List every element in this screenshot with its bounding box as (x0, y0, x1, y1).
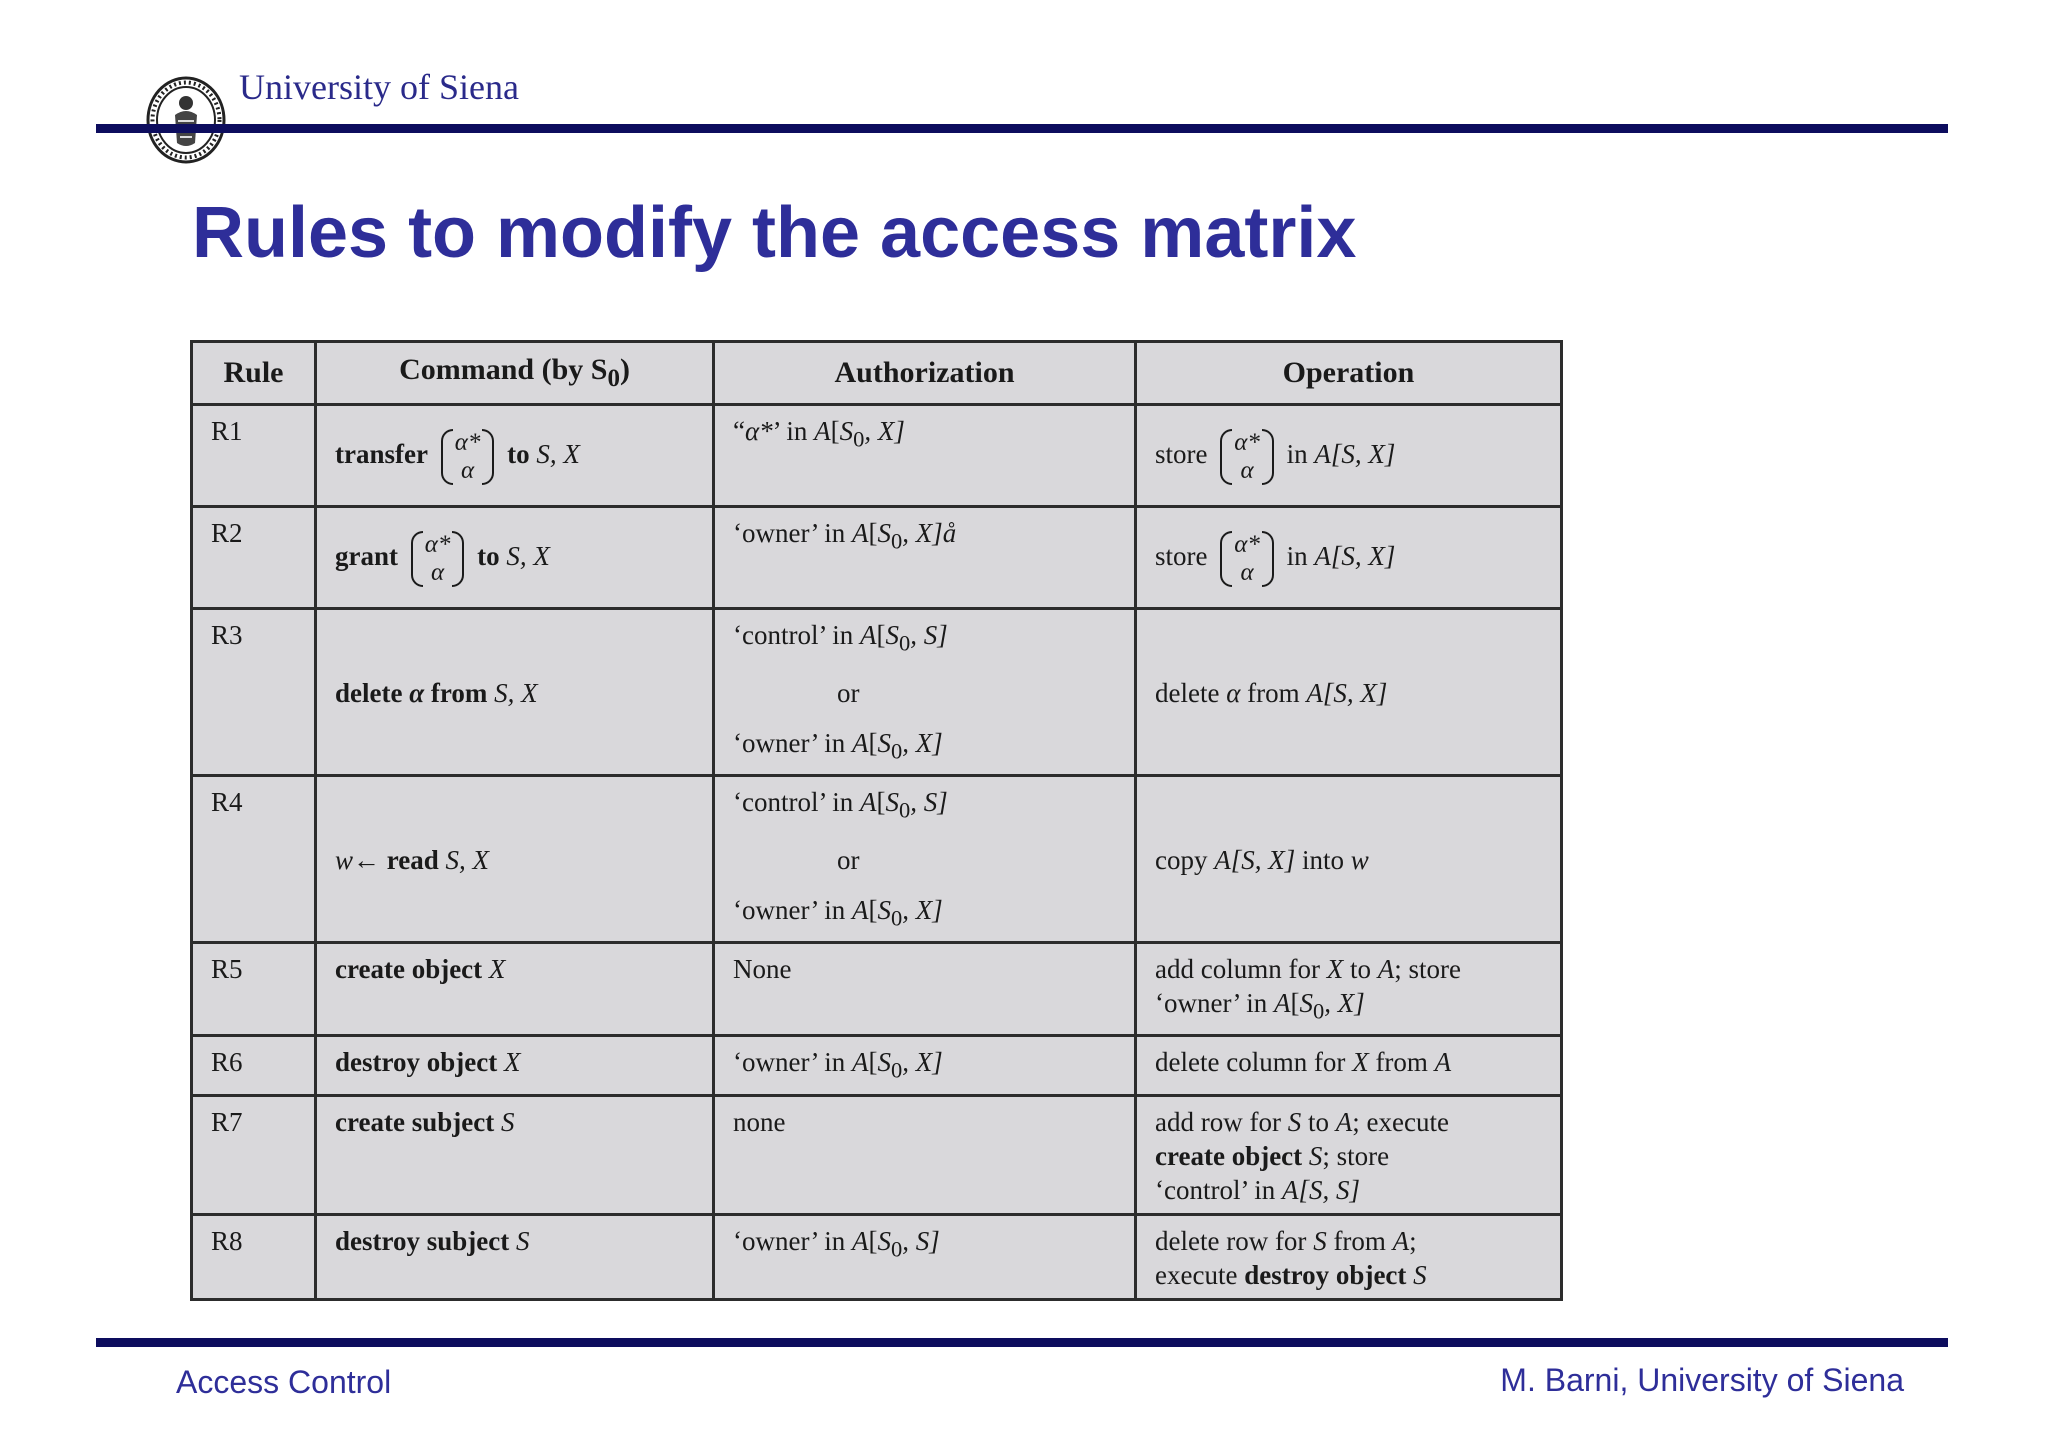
authorization-cell: ‘owner’ in $A[S_0$, X] (714, 1036, 1136, 1095)
operation-cell: add row for S to A; execute create object S; store ‘control’ in A[S, S] (1136, 1095, 1562, 1214)
command-cell: transfer α* α to S, X (316, 405, 714, 507)
header-authorization: Authorization (714, 342, 1136, 405)
university-name: University of Siena (239, 67, 519, 107)
header-operation: Operation (1136, 342, 1562, 405)
operation-cell: store α* α in A[S, X] (1136, 405, 1562, 507)
rule-cell: R7 (192, 1095, 316, 1214)
right-brace-choice: α* α (441, 429, 495, 485)
rule-cell: R4 (192, 776, 316, 943)
command-cell: w← read S, X (316, 776, 714, 943)
rule-cell: R8 (192, 1214, 316, 1299)
command-cell: delete α from S, X (316, 609, 714, 776)
command-cell: create subject S (316, 1095, 714, 1214)
footer-author: M. Barni, University of Siena (1500, 1362, 1904, 1398)
rule-cell: R1 (192, 405, 316, 507)
rule-cell: R5 (192, 943, 316, 1036)
authorization-cell: ‘owner’ in $A[S_0$, X]å (714, 507, 1136, 609)
command-cell: grant α* α to S, X (316, 507, 714, 609)
rule-cell: R6 (192, 1036, 316, 1095)
authorization-cell: ‘owner’ in $A[S_0$, S] (714, 1214, 1136, 1299)
rule-cell: R2 (192, 507, 316, 609)
authorization-cell: “α*’ in $A[S_0$, X] (714, 405, 1136, 507)
slide-title: Rules to modify the access matrix (192, 193, 1357, 273)
table-row (192, 609, 1562, 776)
header-divider (96, 124, 1948, 133)
operation-cell: delete column for X from A (1136, 1036, 1562, 1095)
header-command: Command (by $S_0$) (316, 342, 714, 405)
operation-cell: copy A[S, X] into w (1136, 776, 1562, 943)
header-rule: Rule (192, 342, 316, 405)
table-row (192, 1214, 1562, 1299)
command-cell: create object X (316, 943, 714, 1036)
command-cell: destroy object X (316, 1036, 714, 1095)
university-seal-logo (145, 75, 227, 165)
table-row (192, 507, 1562, 609)
authorization-cell: ‘control’ in $A[S_0$, S] or ‘owner’ in $A[S_0$, X] (714, 609, 1136, 776)
operation-cell: store α* α in A[S, X] (1136, 507, 1562, 609)
footer-course-title: Access Control (176, 1364, 392, 1400)
table-row (192, 1095, 1562, 1214)
table-row (192, 1036, 1562, 1095)
command-cell: destroy subject S (316, 1214, 714, 1299)
table-row (192, 776, 1562, 943)
authorization-cell: ‘control’ in $A[S_0$, S] or ‘owner’ in $A[S_0$, X] (714, 776, 1136, 943)
footer-divider (96, 1338, 1948, 1347)
authorization-cell: none (714, 1095, 1136, 1214)
access-matrix-rules-table (190, 340, 1560, 1290)
table-header-row (192, 342, 1562, 405)
operation-cell: delete row for S from A; execute destroy object S (1136, 1214, 1562, 1299)
rules-table (190, 340, 1563, 1301)
operation-cell: add column for X to A; store ‘owner’ in $A[S_0$, X] (1136, 943, 1562, 1036)
table-row (192, 405, 1562, 507)
table-row (192, 943, 1562, 1036)
operation-cell: delete α from A[S, X] (1136, 609, 1562, 776)
authorization-cell: None (714, 943, 1136, 1036)
rule-cell: R3 (192, 609, 316, 776)
